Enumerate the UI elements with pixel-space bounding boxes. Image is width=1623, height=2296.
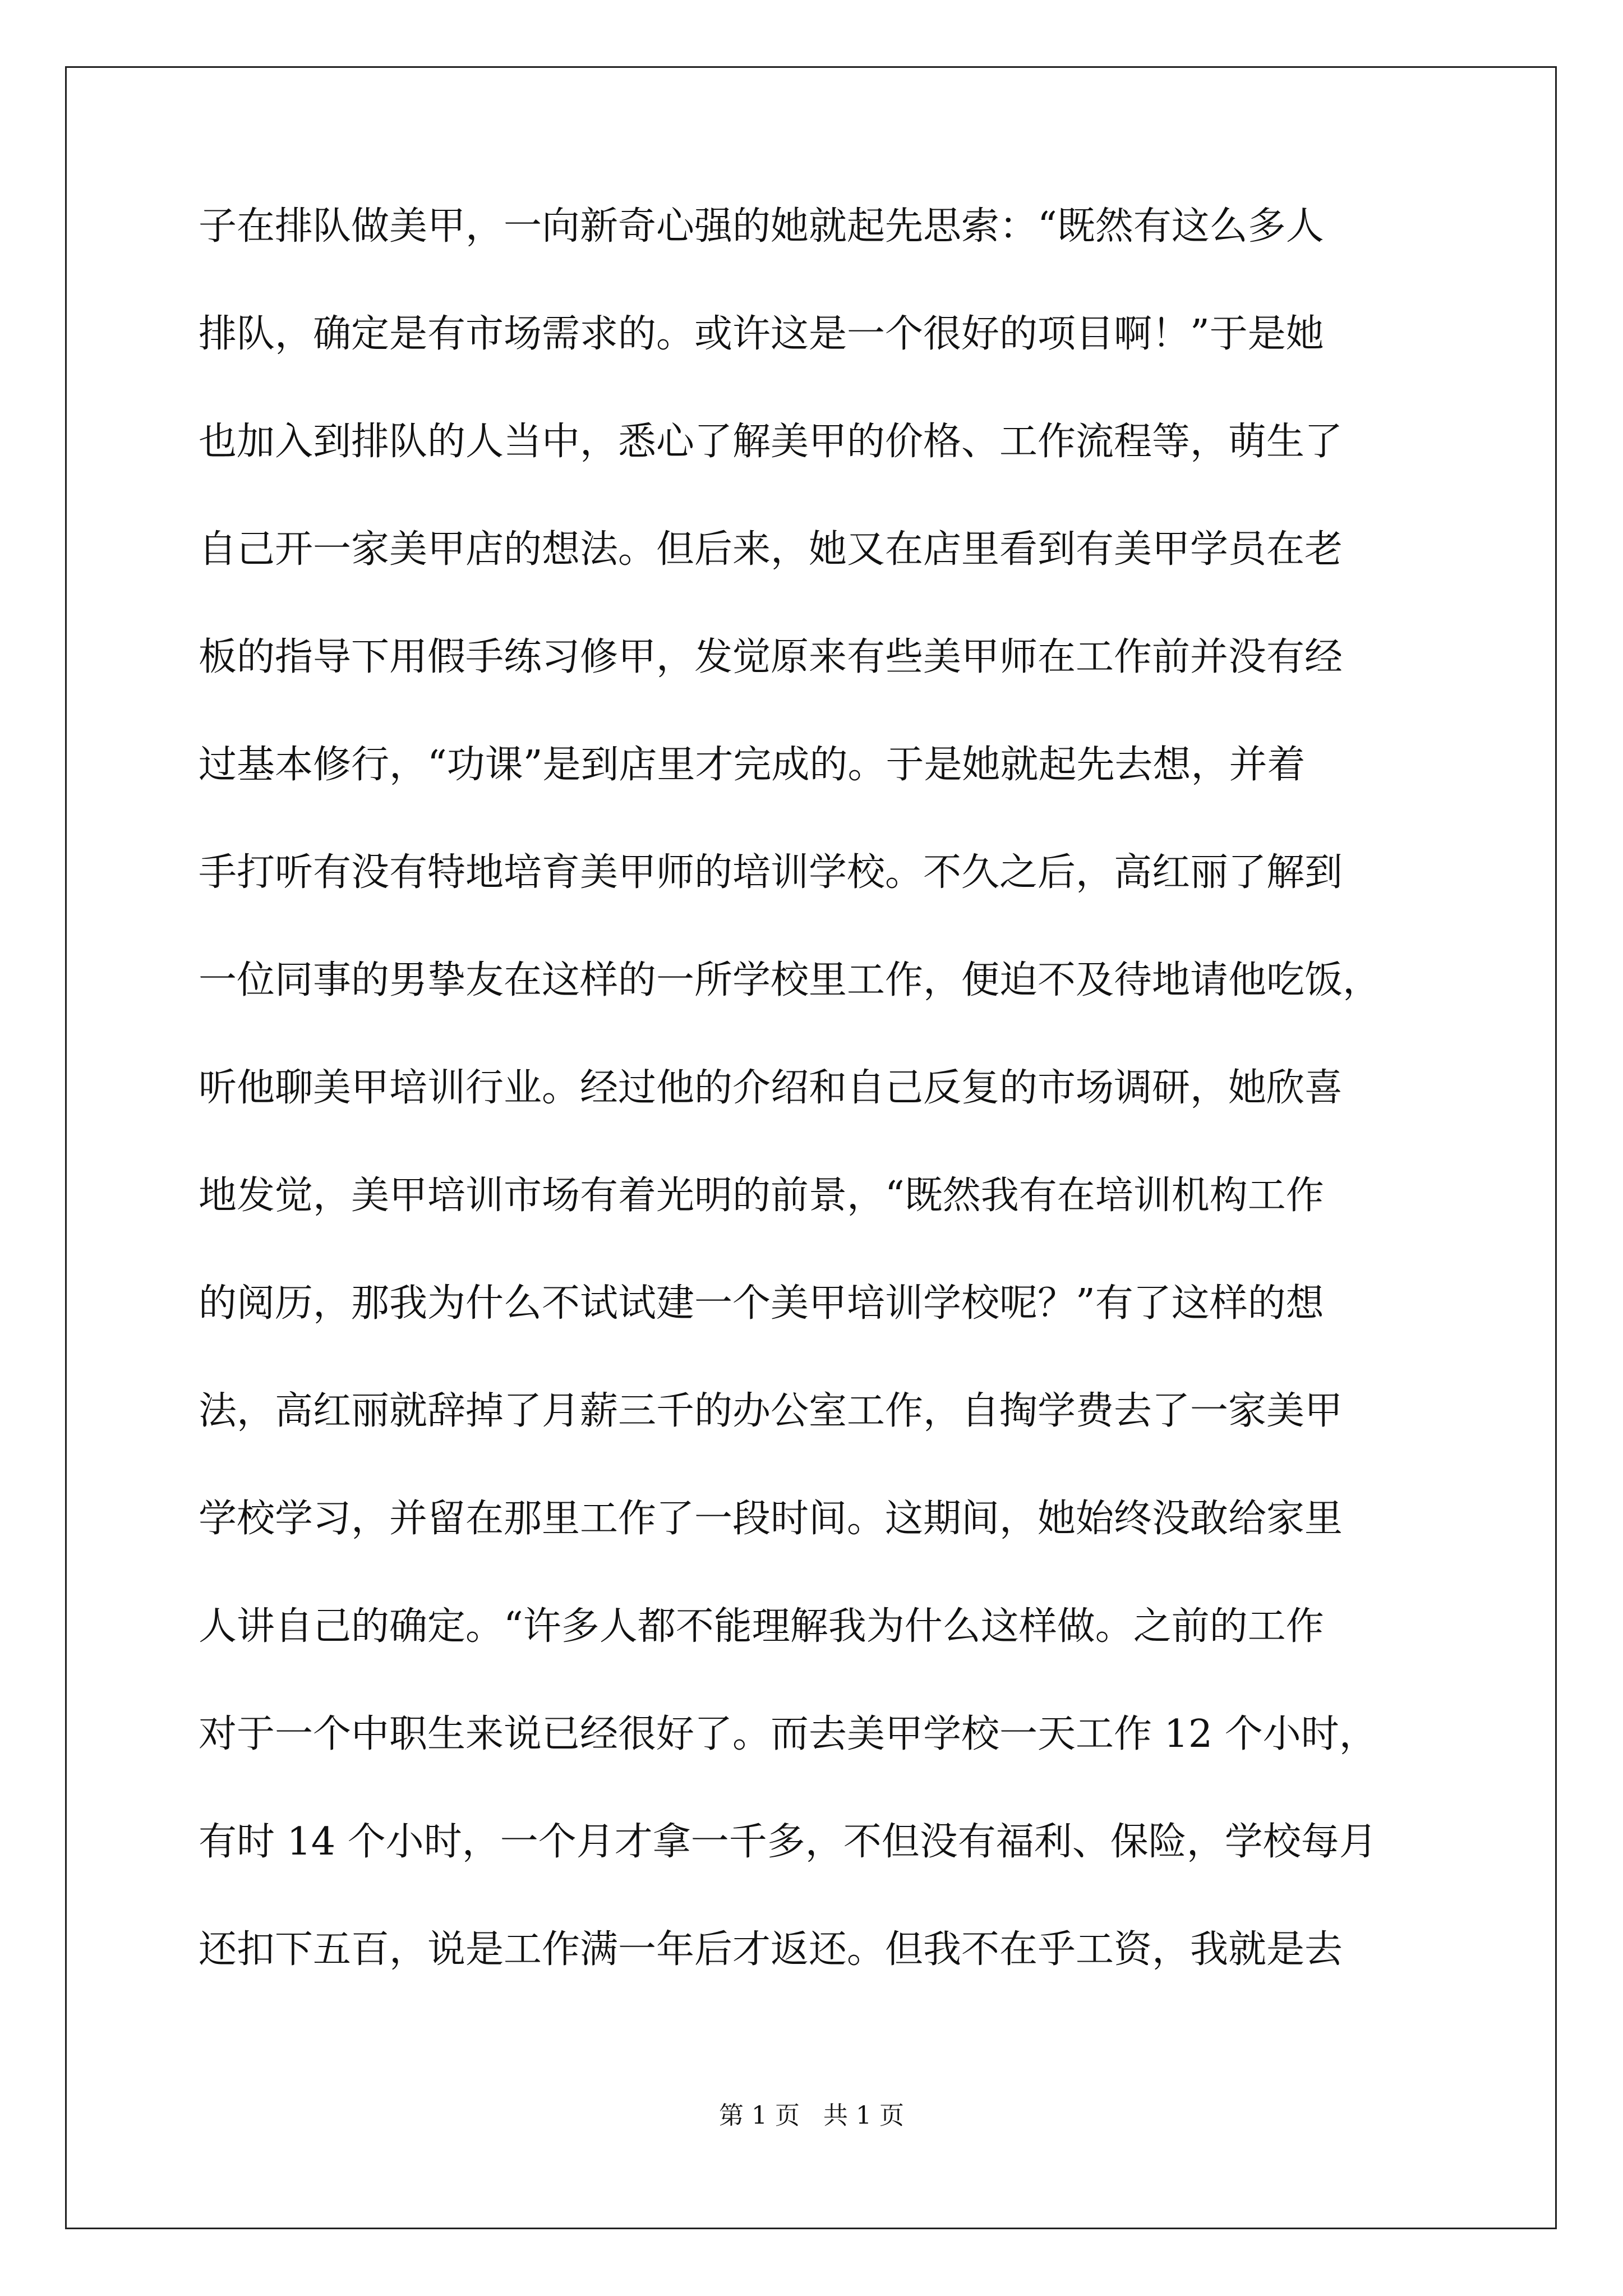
text-line-16: 有时 14 个小时，一个月才拿一千多，不但没有福利、保险，学校每月 bbox=[199, 1820, 1377, 1864]
text-line-11: 的阅历，那我为什么不试试建一个美甲培训学校呢？”有了这样的想 bbox=[199, 1281, 1324, 1326]
page-number: 第 1 页 bbox=[719, 2101, 800, 2130]
text-line-10: 地发觉，美甲培训市场有着光明的前景，“既然我有在培训机构工作 bbox=[199, 1174, 1324, 1218]
text-line-8: 一位同事的男挚友在这样的一所学校里工作，便迫不及待地请他吃饭， bbox=[199, 958, 1381, 1002]
text-line-4: 自己开一家美甲店的想法。但后来，她又在店里看到有美甲学员在老 bbox=[199, 527, 1343, 572]
text-line-12: 法，高红丽就辞掉了月薪三千的办公室工作，自掏学费去了一家美甲 bbox=[199, 1389, 1343, 1433]
text-line-13: 学校学习，并留在那里工作了一段时间。这期间，她始终没敢给家里 bbox=[199, 1497, 1343, 1541]
text-line-14: 人讲自己的确定。“许多人都不能理解我为什么这样做。之前的工作 bbox=[199, 1604, 1324, 1649]
text-line-1: 子在排队做美甲，一向新奇心强的她就起先思索：“既然有这么多人 bbox=[199, 204, 1324, 249]
text-line-9: 听他聊美甲培训行业。经过他的介绍和自己反复的市场调研，她欣喜 bbox=[199, 1066, 1343, 1110]
text-line-17: 还扣下五百，说是工作满一年后才返还。但我不在乎工资，我就是去 bbox=[199, 1927, 1343, 1972]
text-line-6: 过基本修行，“功课”是到店里才完成的。于是她就起先去想，并着 bbox=[199, 743, 1306, 787]
text-line-15: 对于一个中职生来说已经很好了。而去美甲学校一天工作 12 个小时， bbox=[199, 1712, 1377, 1756]
page-total: 共 1 页 bbox=[823, 2101, 904, 2130]
page-footer bbox=[0, 2095, 1623, 2131]
text-line-5: 板的指导下用假手练习修甲，发觉原来有些美甲师在工作前并没有经 bbox=[199, 635, 1343, 679]
text-line-3: 也加入到排队的人当中，悉心了解美甲的价格、工作流程等，萌生了 bbox=[199, 420, 1343, 464]
text-line-2: 排队，确定是有市场需求的。或许这是一个很好的项目啊！”于是她 bbox=[199, 312, 1324, 356]
text-line-7: 手打听有没有特地培育美甲师的培训学校。不久之后，高红丽了解到 bbox=[199, 850, 1343, 895]
document-body bbox=[199, 204, 1432, 2039]
